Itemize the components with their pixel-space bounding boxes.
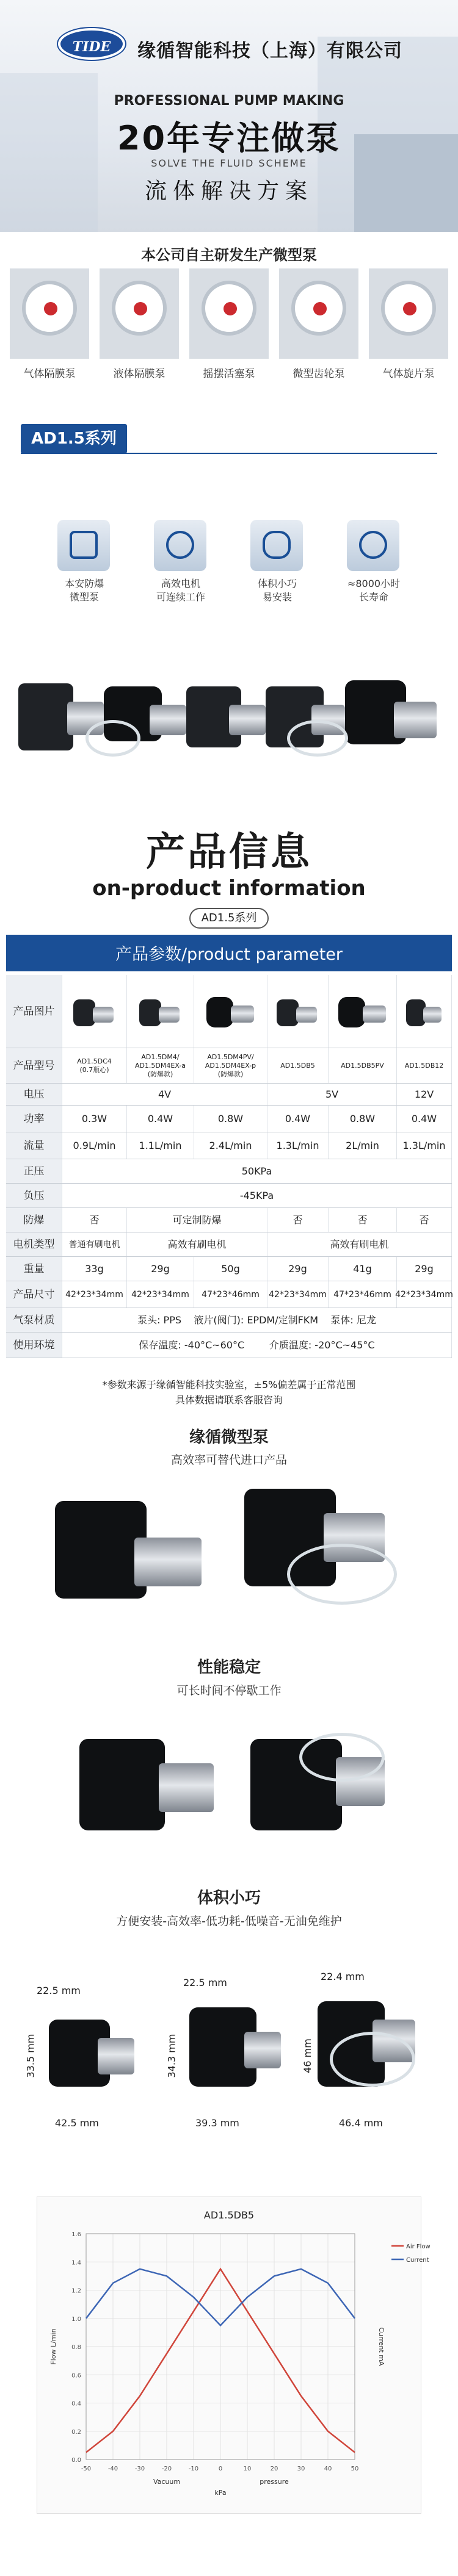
y-tick-label: 1.6 — [71, 2231, 81, 2238]
legend-label: Current — [406, 2257, 429, 2264]
y-axis-label-right: Current mA — [377, 2327, 385, 2366]
feature-compact: 体积小巧 易安装 — [245, 520, 307, 617]
x-tick-label: -20 — [161, 2466, 172, 2472]
product-image — [12, 671, 440, 769]
section-subtitle: 可长时间不停歇工作 — [176, 1684, 282, 1697]
page: TIDE 缘循智能科技（上海）有限公司 PROFESSIONAL PUMP MAKING 20年专注做泵 SOLVE THE FLUID SCHEME 流体解决方案 本公司自主研发生产微型泵 气体隔膜泵 液体隔膜泵 摇摆活塞泵 微型齿轮泵 气体旋片泵 AD1.5系列 本安防爆 微型泵 高效电机 可连续工作 体积小巧 易安装 ≈8000小时 长寿命 产品信息 on-product information AD1.5系列 产品参数/product parameter 产品图片 产品型号 AD1.5DC4 (0.7瓶心) AD1.5DM4/ AD1.5DM4EX-a (防爆款) AD1.5DM4PV/ AD1.5DM4EX-p (防爆款) AD1.5DB5 AD1.5DB5PV AD1.5DB12 电压 4V 5V 12V 功率 0.3W 0.4W 0.8W 0.4W 0.8W 0.4W 流量 0.9L/min 1.1L/min 2.4L/min 1.3L/min 2L/min 1.3L/min 正压 50KPa 负压 -45KPa 防爆 否 可定制防爆 否 否 否 电机类型 普通有刷电机 高效有刷电机 高效有刷电机 重量 33g 29g 50g 29g 41g 29g 产品尺寸 42*23*34mm 42*23*34mm 47*23*46mm 42*23*34mm 47*23*46mm 42*23*34mm 气泵材质 泵头: PPS 液片(阀门): EPDM/定制FKM 泵体: 尼龙 使用环境 保存温度: -40°C~60°C 介质温度: -20°C~45°C *参数来源于缘循智能科技实验室，±5%偏差属于正常范围 具体数据请联系客服咨询 缘循微型泵 高效率可替代进口产品 性能稳定 可长时间不停歇工作 体积小巧 方便安装-高效率-低功耗-低噪音-无油免维护 22.5 mm 33.5 mm 42.5 mm 22.5 mm 34.3 mm 39.3 mm 22.4 mm 46 mm 46.4 mm AD1.5DB5 -50 -40 -30 -20 -10 0 10 20 30 40 50 0.0 0.2 0.4 0.6 0.8 1.0 1.2 1.4 1.6 Flow L/min Current mA Vacuum pressure kPa Air Flow Current — [0, 0, 458, 2576]
table-row: 产品型号 AD1.5DC4 (0.7瓶心) AD1.5DM4/ AD1.5DM4EX-a (防爆款) AD1.5DM4PV/ AD1.5DM4EX-p (防爆款) AD1.5DB5 AD1.5DB5PV AD1.5DB12 — [6, 1048, 452, 1084]
product-image — [67, 1721, 409, 1843]
x-tick-label: 30 — [297, 2466, 305, 2472]
chart-title: AD1.5DB5 — [203, 2209, 255, 2221]
x-tick-label: -10 — [188, 2466, 199, 2472]
performance-chart — [37, 2196, 431, 2514]
section-title: 体积小巧 — [197, 1889, 261, 1907]
features-list — [53, 520, 405, 617]
parameter-table — [6, 935, 452, 1379]
table-row: 电机类型 普通有刷电机 高效有刷电机 高效有刷电机 — [6, 1232, 452, 1257]
slogan-solve: SOLVE THE FLUID SCHEME — [151, 157, 307, 169]
y-tick-label: 1.0 — [71, 2315, 81, 2323]
product-image — [43, 1489, 421, 1617]
info-subtitle: on-product information — [92, 876, 366, 901]
table-row: 防爆 否 可定制防爆 否 否 否 — [6, 1208, 452, 1232]
table-row: 流量 0.9L/min 1.1L/min 2.4L/min 1.3L/min 2L/min 1.3L/min — [6, 1132, 452, 1159]
company-logo: TIDE — [58, 28, 125, 60]
slogan-years: 20年专注做泵 — [117, 119, 341, 157]
y-tick-label: 1.2 — [71, 2287, 81, 2295]
table-row: 功率 0.3W 0.4W 0.8W 0.4W 0.8W 0.4W — [6, 1106, 452, 1132]
table-row: 电压 4V 5V 12V — [6, 1084, 452, 1106]
table-row: 产品尺寸 42*23*34mm 42*23*34mm 47*23*46mm 42*23*34mm 47*23*46mm 42*23*34mm — [6, 1281, 452, 1308]
x-tick-label: 20 — [270, 2466, 278, 2472]
info-series-badge: AD1.5系列 — [189, 908, 269, 929]
x-tick-label: 40 — [324, 2466, 332, 2472]
pump-type-item: 气体隔膜泵 — [7, 268, 92, 384]
battery-icon — [70, 531, 98, 559]
pump-type-item: 摇摆活塞泵 — [187, 268, 271, 384]
table-row: 使用环境 保存温度: -40°C~60°C 介质温度: -20°C~45°C — [6, 1333, 452, 1358]
legend-label: Air Flow — [406, 2243, 431, 2250]
footnote: 具体数据请联系客服咨询 — [175, 1394, 283, 1406]
slogan-en: PROFESSIONAL PUMP MAKING — [114, 93, 344, 109]
rd-title: 本公司自主研发生产微型泵 — [141, 246, 317, 264]
section-subtitle: 方便安装-高效率-低功耗-低噪音-无油免维护 — [116, 1915, 342, 1928]
pump-types-list — [7, 268, 451, 384]
fan-icon — [263, 531, 291, 559]
feature-lifetime: ≈8000小时 长寿命 — [342, 520, 403, 617]
y-tick-label: 1.4 — [71, 2259, 81, 2267]
y-tick-label: 0.4 — [71, 2400, 81, 2408]
info-title: 产品信息 — [146, 830, 312, 875]
x-tick-label: -40 — [107, 2466, 118, 2472]
y-tick-label: 0.6 — [71, 2372, 81, 2380]
company-name: 缘循智能科技（上海）有限公司 — [137, 40, 402, 62]
product-image-dimensioned — [24, 1971, 440, 2142]
pump-type-item: 液体隔膜泵 — [97, 268, 181, 384]
pump-type-item: 微型齿轮泵 — [277, 268, 361, 384]
y-axis-label: Flow L/min — [49, 2328, 57, 2365]
x-tick-label: 50 — [351, 2466, 359, 2472]
x-tick-label: -50 — [81, 2466, 92, 2472]
slogan-flow: 流体解决方案 — [144, 179, 313, 204]
x-tick-label: -30 — [134, 2466, 145, 2472]
feature-explosion-proof: 本安防爆 微型泵 — [53, 520, 114, 617]
hero-banner — [0, 0, 458, 232]
table-row: 负压 -45KPa — [6, 1184, 452, 1208]
y-tick-label: 0.2 — [71, 2428, 81, 2436]
section-title: 性能稳定 — [197, 1658, 261, 1677]
clock-icon — [359, 531, 387, 559]
divider — [21, 453, 437, 454]
gear-icon — [166, 531, 194, 559]
pump-type-item: 气体旋片泵 — [366, 268, 451, 384]
table-row: 正压 50KPa — [6, 1159, 452, 1184]
section-subtitle: 高效率可替代进口产品 — [170, 1453, 287, 1467]
x-tick-label: 10 — [243, 2466, 252, 2472]
y-tick-label: 0.0 — [71, 2457, 81, 2464]
table-row: 气泵材质 泵头: PPS 液片(阀门): EPDM/定制FKM 泵体: 尼龙 — [6, 1308, 452, 1333]
feature-motor: 高效电机 可连续工作 — [149, 520, 210, 617]
y-tick-label: 0.8 — [71, 2344, 81, 2351]
table-row: 产品图片 — [6, 975, 452, 1048]
section-title: 缘循微型泵 — [189, 1428, 269, 1447]
chart-svg — [37, 2197, 431, 2513]
x-axis-label-pressure: pressure — [260, 2478, 289, 2486]
x-tick-label: 0 — [218, 2466, 223, 2472]
table-title: 产品参数/product parameter — [6, 938, 452, 971]
x-axis-unit: kPa — [214, 2489, 227, 2497]
series-tab: AD1.5系列 — [21, 424, 127, 453]
x-axis-label-vacuum: Vacuum — [153, 2478, 181, 2486]
table-row: 重量 33g 29g 50g 29g 41g 29g — [6, 1257, 452, 1281]
footnote: *参数来源于缘循智能科技实验室，±5%偏差属于正常范围 — [102, 1379, 356, 1391]
